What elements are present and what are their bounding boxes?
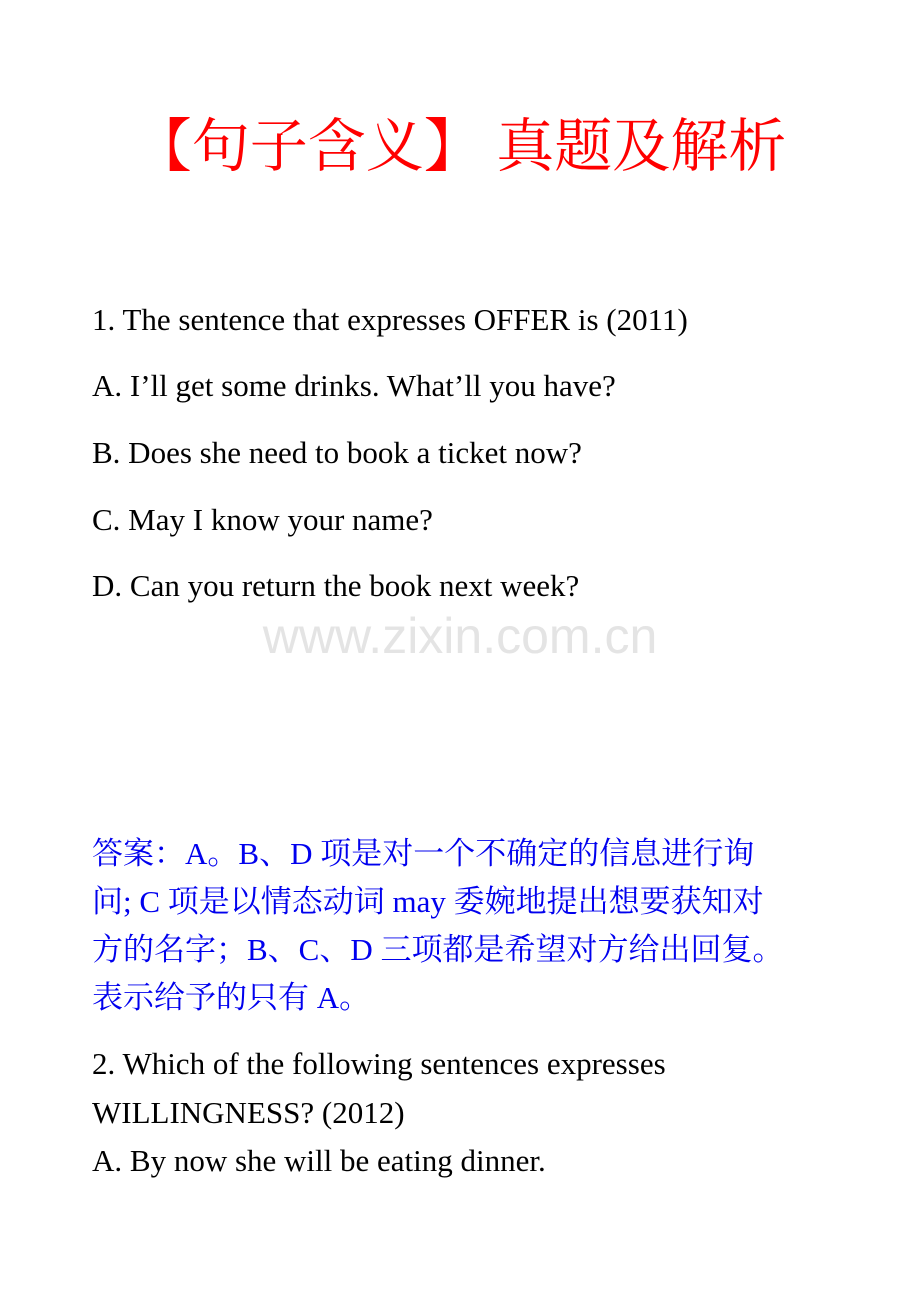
question-1-option-c: C. May I know your name? [92, 502, 433, 537]
answer-line-1: 答案：A。B、D 项是对一个不确定的信息进行询 [92, 836, 755, 871]
question-1-option-b: B. Does she need to book a ticket now? [92, 435, 582, 470]
answer-line-4: 表示给予的只有 A。 [92, 980, 371, 1015]
answer-line-2: 问; C 项是以情态动词 may 委婉地提出想要获知对 [92, 884, 764, 919]
question-2-stem-line-2: WILLINGNESS? (2012) [92, 1095, 405, 1130]
answer-explanation [92, 830, 837, 1022]
question-2-stem-line-1: 2. Which of the following sentences expresses [92, 1046, 666, 1081]
answer-line-3: 方的名字；B、C、D 三项都是希望对方给出回复。 [92, 932, 784, 967]
question-1-option-a: A. I’ll get some drinks. What’ll you have? [92, 368, 616, 403]
question-2-option-a: A. By now she will be eating dinner. [92, 1143, 546, 1178]
watermark: www.zixin.com.cn [262, 608, 658, 664]
page-title: 【句子含义】 真题及解析 [133, 114, 787, 179]
question-1-stem: 1. The sentence that expresses OFFER is (2011) [92, 302, 688, 337]
question-1-option-d: D. Can you return the book next week? [92, 568, 580, 603]
